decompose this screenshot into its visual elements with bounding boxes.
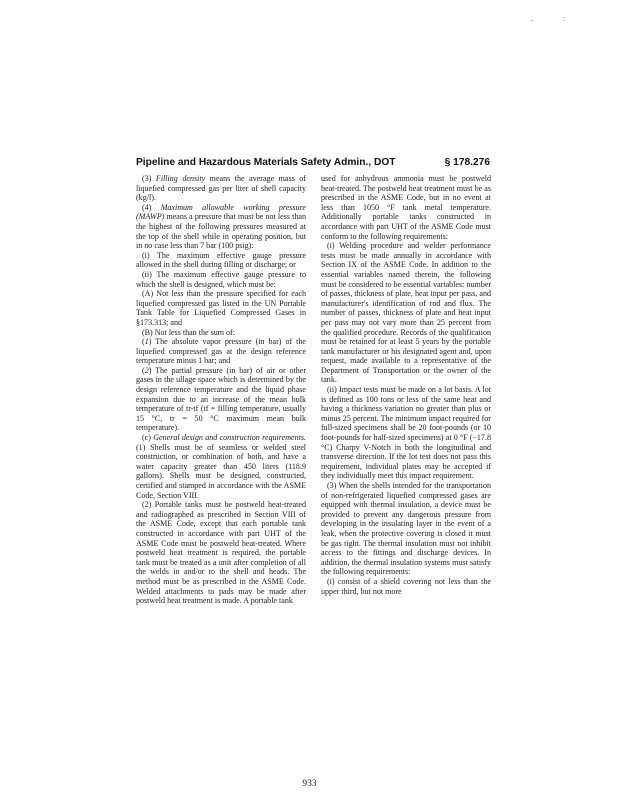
paragraph: (1) The absolute vapor pressure (in bar) of the liquefied compressed gas at the design reference temperature minus 1 bar; and [136, 337, 306, 366]
text-columns [136, 174, 491, 770]
running-title: Pipeline and Hazardous Materials Safety Admin., DOT [136, 157, 396, 168]
page-number: 933 [302, 779, 317, 789]
paragraph: (ii) Impact tests must be made on a lot basis. A lot is defined as 100 tons or less of the same heat and having a thickness variation no greater than plus or minus 25 percent. The minimum impact required for full-sized specimens shall be 20 foot-pounds (or 10 foot-pounds for half-sized specimens) at 0 °F (−17.8 °C) Charpy V-Notch in both the longitudinal and transverse direction. If the lot test does not pass this requirement, individual plates may be accepted if they individually meet this impact requirement. [321, 385, 491, 481]
paragraph: (2) The partial pressure (in bar) of air or other gases in the ullage space which is determined by the design reference temperature and the liquid phase expansion due to an increase of the mean bulk temperature of tr-tf (tf = filling temperature, usually 15 °C, tr = 50 °C maximum mean bulk temperature). [136, 365, 306, 433]
paragraph: (A) Not less than the pressure specified for each liquefied compressed gas listed in the UN Portable Tank Table for Liquefied Compressed Gases in §173.313; and [136, 289, 306, 327]
paragraph: (3) When the shells intended for the transportation of non-refrigerated liquefied compressed gases are equipped with thermal insulation, a device must be provided to prevent any dangerous pressure from developing in the insulating layer in the event of a leak, when the protective covering is closed it must be gas tight. The thermal insulation must not inhibit access to the fittings and discharge devices. In addition, the thermal insulation systems must satisfy the following requirements: [321, 481, 491, 577]
paragraph: (c) General design and construction requirements. (1) Shells must be of seamless or welded steel construction, or combination of both, and have a water capacity greater than 450 liters (118.9 gallons). Shells must be designed, constructed, certified and stamped in accordance with the ASME Code, Section VIII. [136, 433, 306, 500]
paragraph: (i) The maximum effective gauge pressure allowed in the shell during filling or discharge; or [136, 250, 306, 270]
paragraph: (ii) The maximum effective gauge pressure to which the shell is designed, which must be: [136, 269, 306, 289]
scan-specks: . : [530, 14, 579, 23]
paragraph: (2) Portable tanks must be postweld heat-treated and radiographed as prescribed in Section VIII of the ASME Code, except that each portable tank constructed in accordance with part UHT of the ASME Code must be postweld heat-treated. Where postweld heat treatment is required, the portable tank must be treated as a unit after completion of all the welds in and/or to the shell and heads. The method must be as prescribed in the ASME Code. Welded attachments to pads may be made after postweld heat treatment is made. A portable tank [136, 500, 306, 606]
left-column [136, 174, 306, 770]
paragraph: (4) Maximum allowable working pressure (MAWP) means a pressure that must be not less than the highest of the following pressures measured at the top of the shell while in operating position, but in no case less than 7 bar (100 psig): [136, 202, 306, 251]
paragraph: (i) Welding procedure and welder performance tests must be made annually in accordance with Section IX of the ASME Code. In addition to the essential variables named therein, the following must be considered to be essential variables: number of passes, thickness of plate, heat input per pass, and manufacturer's identification of rod and flux. The number of passes, thickness of plate and heat input per pass may not vary more than 25 percent from the qualified procedure. Records of the qualification must be retained for at least 5 years by the portable tank manufacturer or his designated agent and, upon request, made available to a representative of the Department of Transportation or the owner of the tank. [321, 241, 491, 385]
paragraph: used for anhydrous ammonia must be postweld heat-treated. The postweld heat treatment must be as prescribed in the ASME Code, but in no event at less than 1050 °F tank metal temperature. Additionally portable tanks constructed in accordance with part UHT of the ASME Code must conform to the following requirements: [321, 174, 491, 241]
running-header [136, 157, 490, 168]
right-column [321, 174, 491, 770]
paragraph: (i) consist of a shield covering not less than the upper third, but not more [321, 576, 491, 596]
paragraph: (3) Filling density means the average mass of liquefied compressed gas per liter of shell capacity (kg/l). [136, 174, 306, 203]
section-number: § 178.276 [444, 157, 490, 168]
paragraph: (B) Not less than the sum of: [142, 327, 235, 337]
